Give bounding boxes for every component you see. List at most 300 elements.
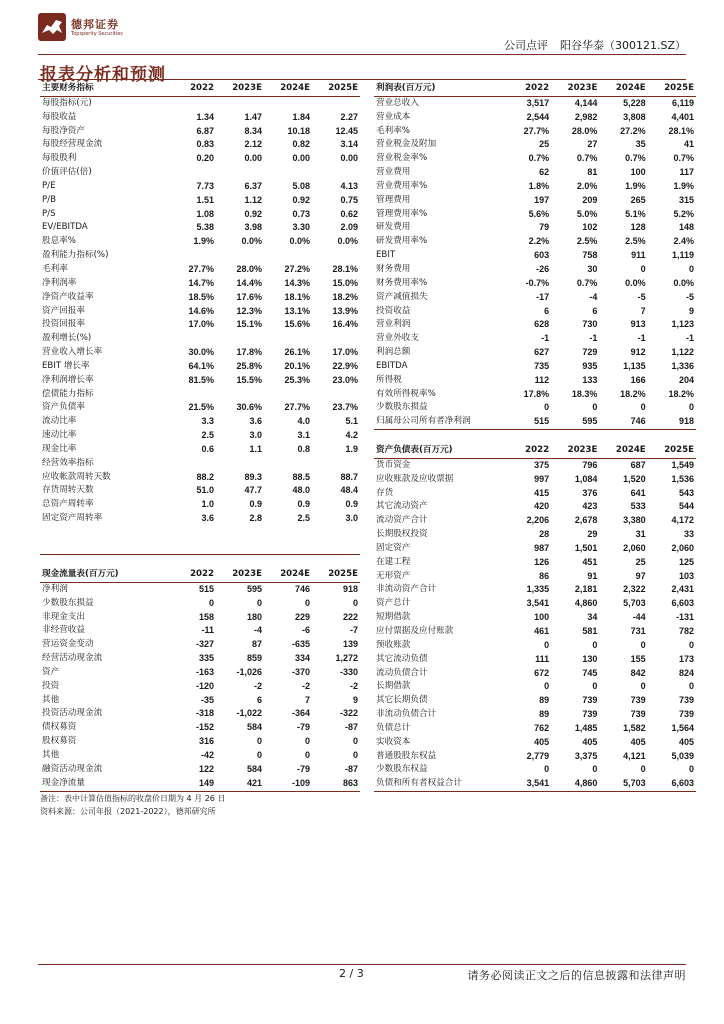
value-cell: 2,181 bbox=[574, 584, 598, 595]
table-row bbox=[40, 624, 360, 638]
value-cell: 595 bbox=[246, 583, 262, 594]
value-cell bbox=[312, 388, 360, 402]
value-cell: 20.1% bbox=[284, 360, 310, 371]
value-cell bbox=[168, 526, 216, 540]
table-row bbox=[40, 235, 360, 249]
value-cell: 4,144 bbox=[574, 97, 598, 108]
value-cell: 672 bbox=[534, 667, 550, 678]
page-number: 2 / 3 bbox=[339, 967, 364, 980]
value-cell: 3,380 bbox=[623, 515, 646, 526]
year-header: 2024E bbox=[599, 444, 647, 458]
value-cell: 89 bbox=[539, 695, 550, 706]
table-row bbox=[374, 528, 696, 542]
value-cell: 28.0% bbox=[571, 125, 598, 136]
value-cell: 2.5 bbox=[297, 513, 310, 524]
report-type: 公司点评 bbox=[503, 39, 548, 52]
value-cell: 0 bbox=[640, 681, 646, 692]
row-label: 货币资金 bbox=[376, 459, 411, 470]
row-label: 资产减值损失 bbox=[376, 291, 428, 302]
value-cell: 515 bbox=[198, 583, 214, 594]
value-cell: 25 bbox=[539, 139, 550, 150]
row-label: 营运资金变动 bbox=[42, 639, 94, 650]
row-label: 预收账款 bbox=[376, 639, 411, 650]
value-cell: 1.9% bbox=[625, 180, 646, 191]
table-row bbox=[374, 570, 696, 584]
row-label: 现金净流量 bbox=[40, 777, 168, 791]
year-header: 2025E bbox=[312, 82, 360, 96]
table-row bbox=[40, 208, 360, 222]
value-cell: 30.6% bbox=[236, 402, 262, 413]
value-cell: 0 bbox=[640, 764, 646, 775]
value-cell: 0 bbox=[688, 681, 694, 692]
value-cell bbox=[216, 166, 264, 180]
row-label: 在建工程 bbox=[376, 556, 411, 567]
value-cell: 222 bbox=[342, 611, 358, 622]
value-cell: 18.2% bbox=[668, 388, 694, 399]
row-label: 普通股股东权益 bbox=[376, 750, 437, 761]
row-label: 存货 bbox=[376, 487, 394, 498]
row-label: 负债和所有者权益合计 bbox=[374, 777, 503, 791]
table-row bbox=[374, 318, 696, 332]
value-cell: 1.34 bbox=[196, 111, 214, 122]
value-cell: 3.14 bbox=[340, 139, 358, 150]
value-cell: 0.0% bbox=[241, 236, 262, 247]
row-label: 少数股东权益 bbox=[376, 764, 428, 775]
value-cell: 4,860 bbox=[551, 777, 599, 791]
value-cell: 842 bbox=[630, 667, 646, 678]
value-cell: 0.82 bbox=[292, 139, 310, 150]
row-label: 融资活动现金流 bbox=[42, 763, 103, 774]
value-cell: 0.9 bbox=[297, 499, 310, 510]
value-cell: 987 bbox=[534, 542, 550, 553]
value-cell: 28.1% bbox=[332, 263, 358, 274]
value-cell: -17 bbox=[536, 291, 550, 302]
value-cell: 375 bbox=[534, 459, 550, 470]
table-row bbox=[40, 360, 360, 374]
table-row bbox=[374, 473, 696, 487]
value-cell: 581 bbox=[582, 625, 598, 636]
logo-text-en: Topsperity Securities bbox=[71, 31, 123, 37]
value-cell: 745 bbox=[582, 667, 598, 678]
year-header: 2023E bbox=[551, 82, 599, 96]
row-label: 非经营收益 bbox=[42, 625, 85, 636]
value-cell: 89 bbox=[539, 709, 550, 720]
value-cell: 5.2% bbox=[673, 208, 694, 219]
value-cell: 25.3% bbox=[284, 374, 310, 385]
value-cell: -318 bbox=[195, 708, 214, 719]
table-row bbox=[40, 166, 360, 180]
row-label: 偿债能力指标 bbox=[42, 388, 94, 399]
value-cell: 1.8% bbox=[528, 180, 550, 191]
logo-text-cn: 德邦证券 bbox=[71, 18, 119, 31]
table-row bbox=[374, 542, 696, 556]
value-cell: 315 bbox=[678, 194, 694, 205]
value-cell: 48.0 bbox=[292, 485, 310, 496]
value-cell bbox=[312, 332, 360, 346]
row-label: 营业税金及附加 bbox=[376, 139, 437, 150]
row-label bbox=[40, 526, 168, 540]
year-header: 2022 bbox=[503, 82, 551, 96]
row-label: 营业外收支 bbox=[376, 333, 419, 344]
value-cell: 335 bbox=[198, 653, 214, 664]
table-row bbox=[374, 667, 696, 681]
value-cell: -7 bbox=[349, 625, 358, 636]
cash-flow-table bbox=[40, 568, 360, 792]
value-cell: 27.2% bbox=[284, 263, 310, 274]
table-row bbox=[40, 707, 360, 721]
value-cell: 0 bbox=[688, 639, 694, 650]
value-cell: 2.5% bbox=[625, 236, 646, 247]
value-cell: 148 bbox=[678, 222, 694, 233]
year-header: 2023E bbox=[216, 82, 264, 96]
value-cell: 0.73 bbox=[292, 208, 310, 219]
value-cell: 0 bbox=[688, 402, 694, 413]
value-cell: 5.0% bbox=[576, 208, 598, 219]
row-label: 非流动资产合计 bbox=[376, 584, 437, 595]
table-row bbox=[374, 332, 696, 346]
value-cell: 23.7% bbox=[332, 402, 358, 413]
row-label: 利润总额 bbox=[376, 347, 411, 358]
table-row bbox=[374, 194, 696, 208]
table-row bbox=[374, 111, 696, 125]
row-label: 长期借款 bbox=[376, 681, 411, 692]
value-cell: 863 bbox=[312, 777, 360, 791]
company-logo bbox=[38, 13, 158, 41]
value-cell: 0 bbox=[688, 263, 694, 274]
value-cell: 15.6% bbox=[284, 319, 310, 330]
note-line: 备注：表中计算估值指标的收盘价日期为 4 月 26 日 bbox=[40, 794, 226, 803]
value-cell: -131 bbox=[675, 612, 694, 623]
value-cell: 4.13 bbox=[340, 180, 358, 191]
row-label: EV/EBITDA bbox=[42, 222, 88, 233]
value-cell: 1.12 bbox=[244, 194, 262, 205]
value-cell: 30 bbox=[587, 263, 598, 274]
value-cell: 1,564 bbox=[671, 722, 694, 733]
value-cell: -26 bbox=[536, 263, 550, 274]
row-label: 净利润 bbox=[42, 583, 68, 594]
value-cell: 17.0% bbox=[188, 319, 214, 330]
value-cell: 2,982 bbox=[574, 111, 598, 122]
value-cell: 935 bbox=[582, 360, 598, 371]
value-cell: 6,603 bbox=[671, 598, 694, 609]
table-header-row bbox=[40, 568, 360, 582]
value-cell: 0.7% bbox=[576, 277, 598, 288]
value-cell: 913 bbox=[630, 319, 646, 330]
value-cell: 739 bbox=[582, 709, 598, 720]
value-cell: 26.1% bbox=[284, 347, 310, 358]
value-cell bbox=[264, 457, 312, 471]
value-cell: 28.0% bbox=[236, 263, 262, 274]
value-cell: 122 bbox=[198, 763, 214, 774]
value-cell: 533 bbox=[630, 501, 646, 512]
value-cell: 0 bbox=[352, 597, 358, 608]
value-cell: 423 bbox=[582, 501, 598, 512]
value-cell: 117 bbox=[679, 167, 694, 178]
value-cell: 6,603 bbox=[648, 777, 696, 791]
row-label: 实收资本 bbox=[376, 736, 411, 747]
source-line: 资料来源：公司年报（2021-2022），德邦研究所 bbox=[40, 806, 216, 816]
row-label: 经营活动现金流 bbox=[42, 653, 103, 664]
value-cell: -120 bbox=[195, 680, 214, 691]
value-cell: 126 bbox=[534, 556, 550, 567]
value-cell: 18.3% bbox=[571, 388, 598, 399]
value-cell: 166 bbox=[630, 374, 646, 385]
balance-sheet-table bbox=[374, 444, 696, 792]
value-cell: -1 bbox=[541, 333, 550, 344]
value-cell: 1,336 bbox=[671, 360, 694, 371]
value-cell: 918 bbox=[342, 583, 358, 594]
row-label: 营业成本 bbox=[376, 111, 411, 122]
value-cell: 0 bbox=[304, 597, 310, 608]
table-row bbox=[40, 96, 360, 110]
value-cell: -370 bbox=[291, 666, 310, 677]
value-cell: 1,485 bbox=[574, 722, 598, 733]
value-cell: 14.6% bbox=[188, 305, 214, 316]
value-cell: 735 bbox=[534, 360, 550, 371]
value-cell: -330 bbox=[339, 666, 358, 677]
value-cell: 0 bbox=[352, 749, 358, 760]
value-cell: 130 bbox=[582, 653, 598, 664]
value-cell: 0 bbox=[640, 639, 646, 650]
value-cell: 544 bbox=[678, 501, 694, 512]
value-cell: 100 bbox=[534, 612, 550, 623]
value-cell: 6.37 bbox=[244, 180, 262, 191]
table-row bbox=[40, 249, 360, 263]
value-cell: 86 bbox=[539, 570, 550, 581]
value-cell: 1,122 bbox=[671, 347, 694, 358]
value-cell: 0 bbox=[592, 402, 598, 413]
table-row bbox=[40, 263, 360, 277]
table-row bbox=[374, 708, 696, 722]
value-cell bbox=[264, 96, 312, 110]
value-cell: 405 bbox=[630, 736, 646, 747]
value-cell: -35 bbox=[200, 694, 214, 705]
value-cell: 5.38 bbox=[196, 222, 214, 233]
value-cell: 5,039 bbox=[671, 750, 694, 761]
table-row bbox=[40, 332, 360, 346]
row-label: 每股指标(元) bbox=[42, 97, 92, 108]
table-row bbox=[40, 512, 360, 526]
value-cell: 17.8% bbox=[523, 388, 550, 399]
value-cell: 2,060 bbox=[623, 542, 646, 553]
value-cell: -2 bbox=[349, 680, 358, 691]
value-cell: 912 bbox=[630, 347, 646, 358]
value-cell: 13.1% bbox=[284, 305, 310, 316]
table-row bbox=[374, 152, 696, 166]
table-row bbox=[374, 388, 696, 402]
value-cell: 3,541 bbox=[503, 777, 551, 791]
value-cell: 739 bbox=[630, 709, 646, 720]
value-cell: 0.20 bbox=[196, 153, 214, 164]
year-header: 2022 bbox=[503, 444, 551, 458]
table-row bbox=[374, 221, 696, 235]
row-label: 价值评估(倍) bbox=[42, 167, 92, 178]
table-row bbox=[374, 639, 696, 653]
value-cell: 18.2% bbox=[620, 388, 646, 399]
value-cell: 91 bbox=[587, 570, 598, 581]
value-cell: 2,206 bbox=[526, 515, 550, 526]
value-cell: 1,335 bbox=[526, 584, 550, 595]
row-label: 应收帐款周转天数 bbox=[42, 471, 111, 482]
value-cell: 7 bbox=[640, 305, 646, 316]
table-row bbox=[374, 263, 696, 277]
report-header bbox=[504, 37, 686, 53]
row-label: 流动资产合计 bbox=[376, 515, 428, 526]
value-cell: 51.0 bbox=[196, 485, 214, 496]
value-cell bbox=[168, 457, 216, 471]
value-cell bbox=[312, 540, 360, 554]
table-row bbox=[374, 514, 696, 528]
row-label: 固定资产周转率 bbox=[42, 513, 103, 524]
value-cell: 17.0% bbox=[332, 347, 358, 358]
year-header: 2025E bbox=[648, 82, 696, 96]
value-cell: 739 bbox=[678, 709, 694, 720]
value-cell: 15.1% bbox=[236, 319, 262, 330]
value-cell: -2 bbox=[253, 680, 262, 691]
value-cell: 35 bbox=[635, 139, 646, 150]
table-row bbox=[40, 749, 360, 763]
value-cell: 155 bbox=[630, 653, 646, 664]
table-row bbox=[40, 318, 360, 332]
value-cell bbox=[168, 540, 216, 554]
value-cell: 5,228 bbox=[623, 97, 646, 108]
value-cell: 0 bbox=[544, 681, 550, 692]
value-cell: -364 bbox=[291, 708, 310, 719]
value-cell: 0.9 bbox=[345, 499, 358, 510]
value-cell: 12.3% bbox=[236, 305, 262, 316]
table-row bbox=[374, 597, 696, 611]
row-label bbox=[40, 540, 168, 554]
value-cell: 5.1 bbox=[345, 416, 358, 427]
value-cell: 603 bbox=[534, 250, 550, 261]
year-header: 2024E bbox=[599, 82, 647, 96]
value-cell bbox=[312, 249, 360, 263]
value-cell: 1,135 bbox=[623, 360, 646, 371]
value-cell: -635 bbox=[291, 639, 310, 650]
value-cell: -1,022 bbox=[236, 708, 262, 719]
value-cell: -0.7% bbox=[525, 277, 550, 288]
table-row bbox=[374, 583, 696, 597]
value-cell: 0 bbox=[256, 749, 262, 760]
row-label: 股权募资 bbox=[42, 736, 77, 747]
value-cell: 405 bbox=[534, 736, 550, 747]
row-label: 净资产收益率 bbox=[42, 291, 94, 302]
value-cell: 2,060 bbox=[671, 542, 694, 553]
table-row bbox=[40, 498, 360, 512]
row-label: 盈利能力指标(%) bbox=[42, 250, 109, 261]
value-cell bbox=[168, 249, 216, 263]
value-cell: 0 bbox=[256, 736, 262, 747]
value-cell: 730 bbox=[582, 319, 598, 330]
value-cell: 405 bbox=[582, 736, 598, 747]
value-cell: 0 bbox=[304, 736, 310, 747]
value-cell: 88.2 bbox=[196, 471, 214, 482]
value-cell: 4,401 bbox=[671, 111, 694, 122]
value-cell: 27.7% bbox=[523, 125, 550, 136]
table-row bbox=[40, 221, 360, 235]
value-cell: 112 bbox=[534, 374, 550, 385]
value-cell: -327 bbox=[195, 639, 214, 650]
company-ticker: 阳谷华泰（300121.SZ） bbox=[559, 39, 686, 52]
value-cell: 0 bbox=[544, 639, 550, 650]
value-cell: 415 bbox=[534, 487, 550, 498]
value-cell: 0.7% bbox=[576, 153, 598, 164]
value-cell: 628 bbox=[534, 319, 550, 330]
row-label: 资产总计 bbox=[376, 598, 411, 609]
table-row bbox=[40, 194, 360, 208]
value-cell: 149 bbox=[168, 777, 216, 791]
value-cell: 125 bbox=[678, 556, 694, 567]
row-label: P/E bbox=[42, 180, 56, 191]
value-cell: 27 bbox=[587, 139, 598, 150]
value-cell: 2,322 bbox=[623, 584, 646, 595]
table-row bbox=[40, 180, 360, 194]
value-cell bbox=[264, 332, 312, 346]
value-cell: 30.0% bbox=[188, 347, 214, 358]
table-header-row bbox=[374, 444, 696, 458]
table-title: 资产负债表(百万元) bbox=[374, 444, 503, 458]
row-label: 有效所得税率% bbox=[376, 388, 436, 399]
value-cell: 3.6 bbox=[249, 416, 262, 427]
table-header-row bbox=[40, 82, 360, 96]
value-cell: 0 bbox=[640, 263, 646, 274]
value-cell: 824 bbox=[678, 667, 694, 678]
table-row bbox=[40, 138, 360, 152]
value-cell: 1,520 bbox=[623, 473, 646, 484]
row-label: 净利润增长率 bbox=[42, 374, 94, 385]
value-cell: 746 bbox=[294, 583, 310, 594]
value-cell: 0.7% bbox=[673, 153, 694, 164]
value-cell: 3,541 bbox=[526, 598, 550, 609]
value-cell bbox=[264, 540, 312, 554]
value-cell: 209 bbox=[582, 194, 598, 205]
value-cell: 9 bbox=[352, 694, 358, 705]
value-cell: 0 bbox=[304, 749, 310, 760]
value-cell: 27.7% bbox=[284, 402, 310, 413]
value-cell bbox=[264, 526, 312, 540]
value-cell bbox=[312, 526, 360, 540]
table-row bbox=[374, 346, 696, 360]
table-row bbox=[40, 374, 360, 388]
value-cell: 18.2% bbox=[332, 291, 358, 302]
value-cell: 584 bbox=[246, 763, 262, 774]
value-cell: 133 bbox=[582, 374, 598, 385]
table-row bbox=[40, 125, 360, 139]
value-cell: -1 bbox=[589, 333, 598, 344]
value-cell: 15.0% bbox=[332, 277, 358, 288]
row-label: 每股收益 bbox=[42, 111, 77, 122]
value-cell: 62 bbox=[539, 167, 550, 178]
value-cell: 23.0% bbox=[332, 374, 358, 385]
value-cell: 14.4% bbox=[236, 277, 262, 288]
table-row bbox=[40, 429, 360, 443]
value-cell bbox=[168, 388, 216, 402]
value-cell: 1,272 bbox=[335, 653, 358, 664]
value-cell: 859 bbox=[246, 653, 262, 664]
row-label: 研发费用 bbox=[376, 222, 411, 233]
table-row bbox=[374, 125, 696, 139]
table-row bbox=[374, 611, 696, 625]
row-label: 总资产周转率 bbox=[42, 499, 94, 510]
table-row bbox=[40, 111, 360, 125]
value-cell: 87 bbox=[251, 639, 262, 650]
value-cell: 595 bbox=[551, 415, 599, 429]
table-row bbox=[40, 652, 360, 666]
value-cell: 1,084 bbox=[574, 473, 598, 484]
value-cell: 265 bbox=[630, 194, 646, 205]
table-row bbox=[40, 611, 360, 625]
value-cell: 3.6 bbox=[201, 513, 214, 524]
